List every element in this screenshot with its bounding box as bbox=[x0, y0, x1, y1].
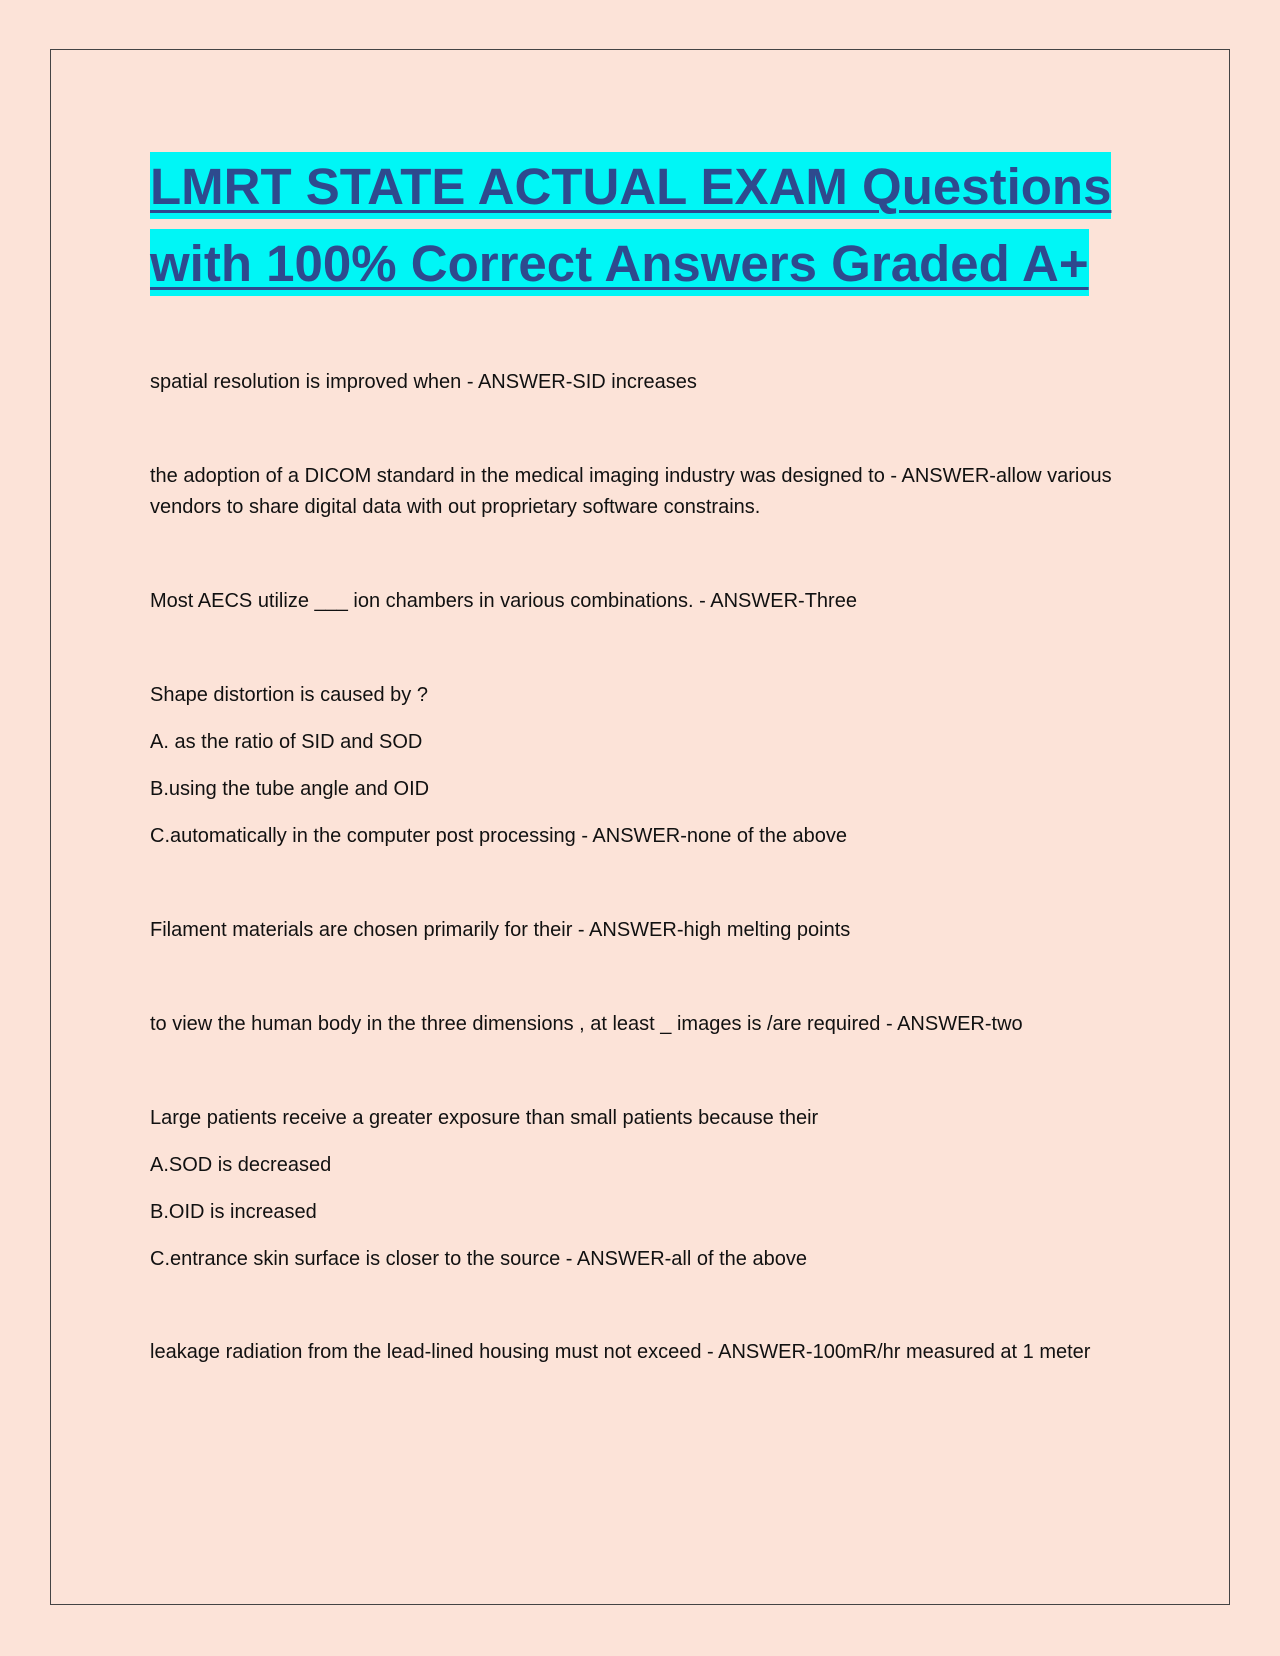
qa-shape-distortion-question: Shape distortion is caused by ? bbox=[150, 684, 428, 706]
qa-shape-distortion-option-a: A. as the ratio of SID and SOD bbox=[150, 731, 423, 753]
qa-leakage-radiation: leakage radiation from the lead-lined housing must not exceed - ANSWER-100mR/hr measured at 1 meter bbox=[150, 1341, 1091, 1363]
title-line-1: LMRT STATE ACTUAL EXAM Questions bbox=[150, 152, 1111, 219]
qa-shape-distortion-option-b: B.using the tube angle and OID bbox=[150, 778, 430, 800]
qa-dicom-standard: the adoption of a DICOM standard in the medical imaging industry was designed to - ANSWER-allow various vendors to share digital data with out proprietary software constrains. bbox=[150, 465, 1112, 518]
qa-filament-materials: Filament materials are chosen primarily for their - ANSWER-high melting points bbox=[150, 919, 851, 941]
qa-large-patients-option-c: C.entrance skin surface is closer to the source - ANSWER-all of the above bbox=[150, 1248, 807, 1270]
qa-large-patients-option-b: B.OID is increased bbox=[150, 1201, 317, 1223]
qa-shape-distortion-option-c: C.automatically in the computer post processing - ANSWER-none of the above bbox=[150, 825, 848, 847]
qa-three-dimensions: to view the human body in the three dimensions , at least _ images is /are required - ANSWER-two bbox=[150, 1013, 1023, 1035]
qa-large-patients-question: Large patients receive a greater exposure than small patients because their bbox=[150, 1107, 819, 1129]
qa-large-patients-option-a: A.SOD is decreased bbox=[150, 1154, 332, 1176]
qa-spatial-resolution: spatial resolution is improved when - ANSWER-SID increases bbox=[150, 371, 697, 393]
title-line-2: with 100% Correct Answers Graded A+ bbox=[150, 229, 1089, 296]
document-title bbox=[150, 148, 1160, 302]
document-title-block bbox=[150, 148, 1160, 302]
qa-aecs-ion-chambers: Most AECS utilize ___ ion chambers in various combinations. - ANSWER-Three bbox=[150, 590, 857, 612]
